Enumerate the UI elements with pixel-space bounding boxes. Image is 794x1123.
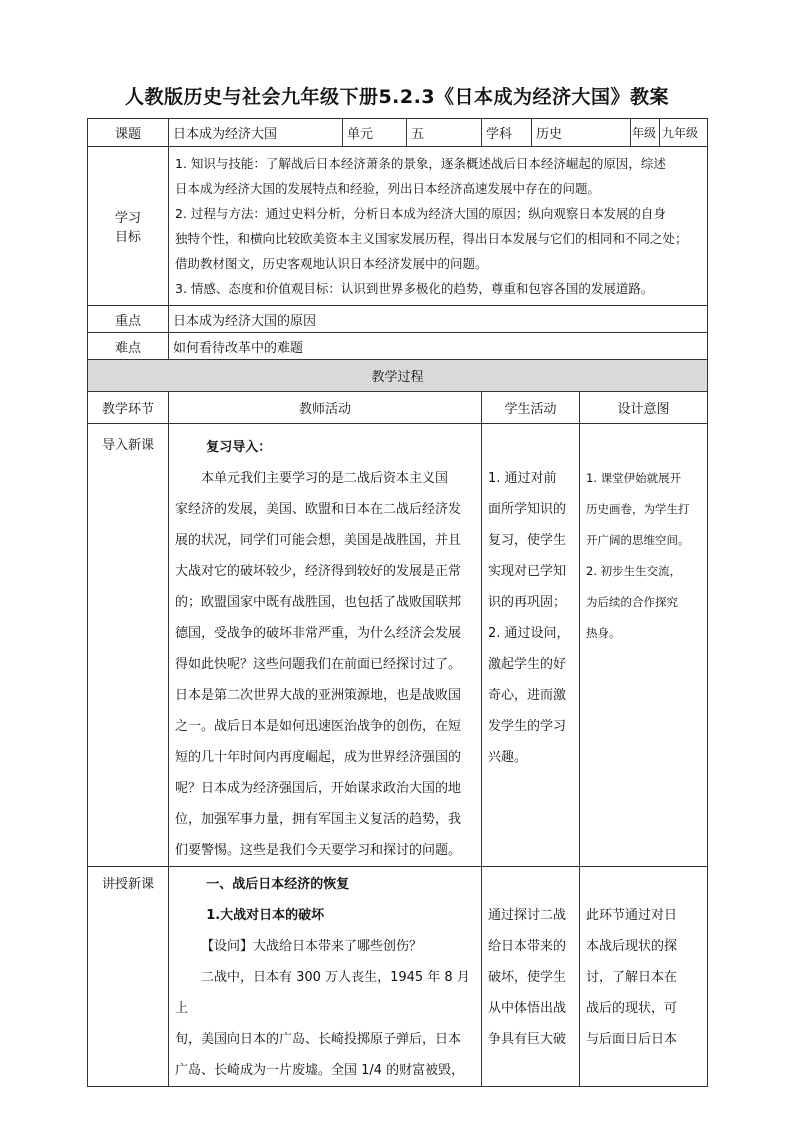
lecture-step: 讲授新课	[88, 867, 169, 1087]
grade-label: 年级	[631, 119, 660, 147]
goal-line: 2. 过程与方法：通过史料分析，分析日本成为经济大国的原因；纵向观察日本发展的自身	[175, 206, 666, 221]
intro-teacher-line: 短的几十年时间内再度崛起，成为世界经济强国的	[175, 750, 462, 765]
process-header-row	[88, 360, 708, 392]
intro-teacher-line: 日本是第二次世界大战的亚洲策源地，也是战败国	[175, 688, 462, 703]
lecture-teacher-subheading: 1.大战对日本的破坏	[206, 908, 325, 923]
lecture-teacher-line: 【设问】大战给日本带来了哪些创伤？	[201, 939, 423, 954]
intro-student-line: 面所学知识的	[488, 502, 567, 517]
lecture-teacher-line: 旬，美国向日本的广岛、长崎投掷原子弹后，日本	[175, 1032, 462, 1047]
key-point-label: 重点	[88, 306, 169, 333]
process-header: 教学过程	[88, 360, 708, 392]
goal-line: 日本成为经济大国的发展特点和经验，列出日本经济高速发展中存在的问题。	[175, 181, 601, 196]
document-title: 人教版历史与社会九年级下册5.2.3《日本成为经济大国》教案	[124, 86, 670, 108]
difficulty-row	[88, 333, 708, 360]
intro-teacher-line: 的；欧盟国家中既有战胜国，也包括了战败国联邦	[175, 595, 462, 610]
intro-teacher-line: 本单元我们主要学习的是二战后资本主义国	[201, 471, 449, 486]
key-point-row	[88, 306, 708, 333]
intro-teacher-line: 位，加强军事力量，拥有军国主义复活的趋势，我	[175, 812, 462, 827]
intro-teacher-heading: 复习导入：	[206, 440, 272, 455]
intro-design-intent	[580, 424, 708, 867]
goal-line: 3. 情感、态度和价值观目标：认识到世界多极化的趋势，尊重和包容各国的发展道路。	[175, 281, 654, 296]
col-teacher-header: 教师活动	[169, 392, 482, 424]
intro-student-line: 识的再巩固；	[488, 595, 567, 610]
goals-content	[169, 147, 708, 306]
goal-line: 独特个性，和横向比较欧美资本主义国家发展历程，得出日本发展与它们的相同和不同之处；	[175, 231, 688, 246]
column-header-row	[88, 392, 708, 424]
lecture-design-line: 此环节通过对日	[586, 908, 678, 923]
col-step-header: 教学环节	[88, 392, 169, 424]
intro-teacher-line: 得如此快呢？这些问题我们在前面已经探讨过了。	[175, 657, 462, 672]
lecture-student-activity	[482, 867, 580, 1087]
unit-value: 五	[407, 119, 482, 147]
lecture-design-line: 与后面日后日本	[586, 1032, 678, 1047]
lecture-student-line: 给日本带来的	[488, 939, 567, 954]
lecture-student-line: 通过探讨二战	[488, 908, 567, 923]
intro-student-line: 2. 通过设问，	[488, 626, 570, 641]
subject-label: 学科	[482, 119, 532, 147]
intro-student-line: 1. 通过对前	[488, 471, 557, 486]
intro-design-line: 为后续的合作探究	[586, 595, 678, 609]
intro-design-line: 历史画卷，为学生打	[586, 502, 690, 516]
col-design-header: 设计意图	[580, 392, 708, 424]
lecture-teacher-line: 广岛、长崎成为一片废墟。全国 1/4 的财富被毁，	[175, 1063, 465, 1078]
difficulty-label: 难点	[88, 333, 169, 360]
grade-value: 九年级	[660, 119, 708, 147]
intro-student-line: 复习，使学生	[488, 533, 567, 548]
intro-teacher-line: 之一。战后日本是如何迅速医治战争的创伤，在短	[175, 719, 462, 734]
lecture-student-line: 破坏，使学生	[488, 970, 567, 985]
goals-row	[88, 147, 708, 306]
intro-design-line: 1. 课堂伊始就展开	[586, 471, 682, 485]
lecture-teacher-line: 二战中，日本有 300 万人丧生，1945 年 8 月上	[175, 970, 470, 1016]
lecture-design-line: 战后的现状，可	[586, 1001, 678, 1016]
info-row	[88, 119, 708, 147]
subject-value: 历史	[532, 119, 631, 147]
lecture-row	[88, 867, 708, 1087]
lecture-design-line: 讨，了解日本在	[586, 970, 678, 985]
intro-teacher-line: 呢？日本成为经济强国后，开始谋求政治大国的地	[175, 781, 462, 796]
unit-label: 单元	[343, 119, 407, 147]
intro-design-line: 2. 初步生生交流，	[586, 564, 682, 578]
intro-teacher-line: 大战对它的破坏较少，经济得到较好的发展是正常	[175, 564, 462, 579]
intro-teacher-line: 们要警惕。这些是我们今天要学习和探讨的问题。	[175, 843, 462, 858]
lecture-design-intent	[580, 867, 708, 1087]
intro-student-activity	[482, 424, 580, 867]
intro-teacher-line: 家经济的发展，美国、欧盟和日本在二战后经济发	[175, 502, 462, 517]
goal-line: 借助教材图文，历史客观地认识日本经济发展中的问题。	[175, 256, 488, 271]
intro-row	[88, 424, 708, 867]
key-point-value: 日本成为经济大国的原因	[169, 306, 708, 333]
intro-student-line: 发学生的学习	[488, 719, 567, 734]
intro-teacher-line: 德国，受战争的破坏非常严重，为什么经济会发展	[175, 626, 462, 641]
intro-student-line: 奇心，进而激	[488, 688, 567, 703]
lecture-teacher-activity	[169, 867, 482, 1087]
goal-line: 1. 知识与技能：了解战后日本经济萧条的景象，逐条概述战后日本经济崛起的原因，综述	[175, 156, 666, 171]
difficulty-value: 如何看待改革中的难题	[169, 333, 708, 360]
topic-label: 课题	[88, 119, 169, 147]
intro-step: 导入新课	[88, 424, 169, 867]
intro-student-line: 兴趣。	[488, 750, 528, 765]
goals-label	[88, 147, 169, 306]
col-student-header: 学生活动	[482, 392, 580, 424]
intro-design-line: 热身。	[586, 626, 621, 640]
lecture-design-line: 本战后现状的探	[586, 939, 678, 954]
intro-design-line: 开广阔的思维空间。	[586, 533, 690, 547]
lecture-teacher-heading: 一、战后日本经济的恢复	[206, 877, 350, 892]
topic-value: 日本成为经济大国	[169, 119, 343, 147]
intro-teacher-line: 展的状况，同学们可能会想，美国是战胜国，并且	[175, 533, 462, 548]
lesson-plan-table	[87, 118, 708, 1087]
goals-label-line1: 学习	[114, 211, 141, 226]
lecture-student-line: 从中体悟出战	[488, 1001, 567, 1016]
intro-student-line: 实现对已学知	[488, 564, 567, 579]
intro-teacher-activity	[169, 424, 482, 867]
intro-student-line: 激起学生的好	[488, 657, 567, 672]
goals-label-line2: 目标	[114, 230, 141, 245]
lecture-student-line: 争具有巨大破	[488, 1032, 567, 1047]
